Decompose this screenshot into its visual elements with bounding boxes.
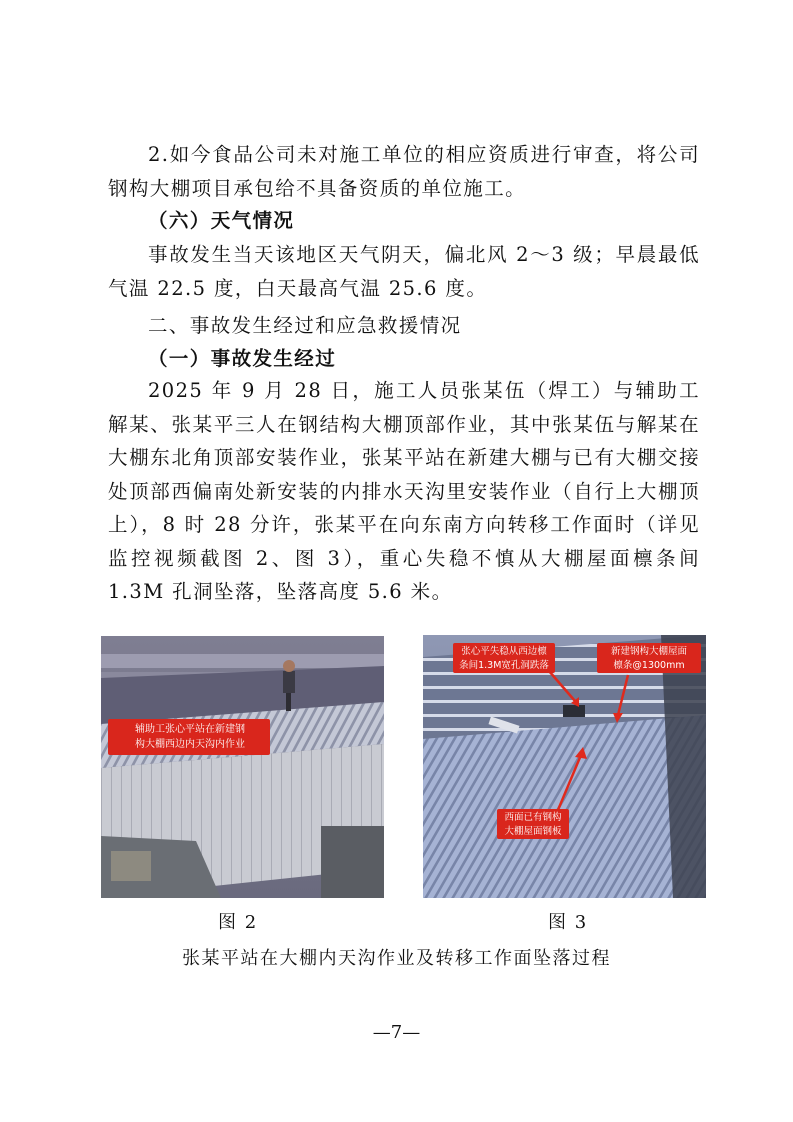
- figure-3-label-purlin: 新建钢构大棚屋面 檩条@1300mm: [610, 646, 687, 671]
- paragraph-weather: 事故发生当天该地区天气阴天，偏北风 2～3 级；早晨最低气温 22.5 度，白天最高气温 25.6 度。: [108, 243, 700, 300]
- figure-2-image: [101, 636, 384, 898]
- figure-2-caption: 图 2: [218, 912, 258, 933]
- page-number: —7—: [372, 1022, 421, 1043]
- figure-2-photo: [101, 636, 384, 898]
- heading-section-2: 二、事故发生经过和应急救援情况: [148, 314, 462, 337]
- figure-3-photo: [423, 635, 706, 898]
- heading-weather: （六）天气情况: [148, 209, 295, 232]
- figure-3-image: [423, 635, 706, 898]
- figure-3-caption: 图 3: [548, 912, 588, 933]
- figure-2-label: 辅助工张心平站在新建钢 构大棚西边内天沟内作业: [135, 724, 245, 750]
- paragraph-accident-process: 2025 年 9 月 28 日，施工人员张某伍（焊工）与辅助工解某、张某平三人在钢结构大棚顶部作业，其中张某伍与解某在大棚东北角顶部安装作业，张某平站在新建大棚与已有大棚交接处顶部西偏南处新安装的内排水天沟里安装作业（自行上大棚顶上），8 时 28 分许，张某平在向东南方向转移工作面时（详见监控视频截图 2、图 3），重心失稳不慎从大棚屋面檩条间 1.3M 孔洞坠落，坠落高度 5.6 米。: [108, 379, 700, 603]
- figure-3-label-fall: 张心平失稳从西边檩 条间1.3M宽孔洞跌落: [459, 646, 549, 671]
- heading-accident-process: （一）事故发生经过: [148, 347, 337, 370]
- paragraph-qualification: 2.如今食品公司未对施工单位的相应资质进行审查，将公司钢构大棚项目承包给不具备资质的单位施工。: [108, 143, 700, 200]
- figures-shared-caption: 张某平站在大棚内天沟作业及转移工作面坠落过程: [182, 948, 611, 969]
- figure-3-label-existing-roof: 西面已有钢构 大棚屋面钢板: [504, 812, 562, 837]
